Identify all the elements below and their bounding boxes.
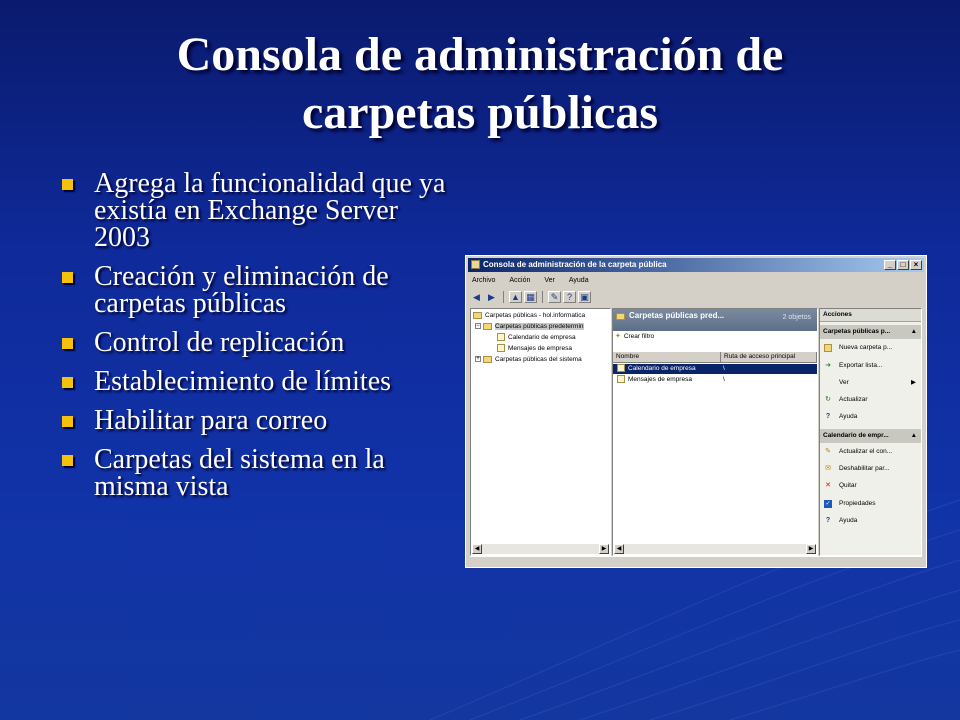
forward-arrow-icon[interactable]: ▶	[488, 292, 495, 302]
bullet-item: Establecimiento de límites	[60, 368, 460, 395]
menu-ayuda[interactable]: Ayuda	[568, 277, 589, 284]
window-title-bar	[468, 258, 924, 272]
window-controls	[884, 260, 922, 270]
properties-check-icon: ✓	[825, 501, 831, 507]
folder-icon	[483, 356, 492, 363]
list-horizontal-scrollbar[interactable]	[614, 544, 816, 554]
bullet-item: Agrega la funcionalidad que ya existía en Exchange Server 2003	[60, 170, 460, 251]
list-item[interactable]: Calendario de empresa \	[613, 364, 817, 374]
properties-icon[interactable]: ✎	[548, 291, 561, 303]
action-group-public-folders[interactable]: Carpetas públicas p... ▲	[820, 325, 921, 339]
new-folder-icon	[824, 344, 832, 352]
actions-header: Acciones	[820, 309, 921, 322]
action-help-2[interactable]: ? Ayuda	[825, 517, 858, 524]
result-pane-header	[613, 309, 817, 331]
bullet-square-icon	[62, 179, 73, 190]
bullet-item: Creación y eliminación de carpetas públicas	[60, 263, 460, 317]
bullet-item: Habilitar para correo	[60, 407, 460, 434]
action-view[interactable]: Ver ▶	[820, 377, 921, 389]
show-tree-icon[interactable]: ▦	[524, 291, 537, 303]
help-icon[interactable]: ?	[563, 291, 576, 303]
status-bar	[470, 556, 922, 565]
bullet-square-icon	[62, 416, 73, 427]
bullet-item: Carpetas del sistema en la misma vista	[60, 446, 460, 500]
action-new-public-folder[interactable]: Nueva carpeta p...	[820, 342, 921, 354]
tree-horizontal-scrollbar[interactable]	[472, 544, 609, 554]
show-action-pane-icon[interactable]: ▣	[578, 291, 591, 303]
folder-icon	[616, 313, 625, 320]
menu-ver[interactable]: Ver	[544, 277, 555, 284]
column-headers	[613, 352, 817, 363]
console-screenshot	[465, 255, 927, 568]
window-title: Consola de administración de la carpeta pública	[483, 260, 667, 269]
create-filter-button[interactable]: ✦ Crear filtro	[615, 333, 655, 340]
menu-accion[interactable]: Acción	[509, 277, 531, 284]
collapse-icon[interactable]: −	[476, 323, 480, 330]
toolbar	[470, 290, 591, 304]
action-group-calendario[interactable]: Calendario de empr... ▲	[820, 429, 921, 443]
bullet-square-icon	[62, 377, 73, 388]
folder-icon	[483, 323, 492, 330]
result-pane	[612, 308, 818, 556]
action-disable-mail[interactable]: ✉ Deshabilitar par...	[825, 465, 890, 472]
action-properties[interactable]: ✓ Propiedades	[825, 500, 876, 507]
help-icon: ?	[825, 413, 831, 420]
scroll-left-icon[interactable]: ◀	[472, 544, 482, 554]
bullet-square-icon	[62, 338, 73, 349]
tree-item-mensajes[interactable]: Mensajes de empresa	[497, 344, 572, 354]
menu-archivo[interactable]: Archivo	[472, 277, 496, 284]
public-folder-icon	[497, 344, 505, 352]
list-item[interactable]: Mensajes de empresa \	[613, 375, 817, 385]
actions-pane	[819, 308, 922, 556]
column-header-ruta[interactable]: Ruta de acceso principal	[721, 352, 817, 362]
collapse-up-icon[interactable]: ▲	[910, 328, 917, 335]
slide-title	[60, 26, 900, 142]
bullet-list	[60, 170, 460, 512]
public-folder-icon	[497, 333, 505, 341]
object-count: 2 objetos	[782, 314, 811, 321]
close-button[interactable]: ×	[910, 260, 922, 270]
action-help[interactable]: ? Ayuda	[825, 413, 858, 420]
maximize-button[interactable]: □	[897, 260, 909, 270]
submenu-arrow-icon: ▶	[911, 379, 916, 386]
refresh-icon: ↻	[825, 396, 831, 403]
export-list-icon: ➜	[825, 362, 831, 369]
action-remove[interactable]: ✕ Quitar	[825, 482, 857, 489]
filter-icon: ✦	[615, 333, 621, 340]
tree-item-default-folders[interactable]: − Carpetas públicas predetermin	[476, 323, 584, 330]
disable-mail-icon: ✉	[825, 465, 831, 472]
public-folder-icon	[617, 364, 625, 372]
folder-icon	[473, 312, 482, 319]
help-icon: ?	[825, 517, 831, 524]
public-folder-icon	[617, 375, 625, 383]
slide-title-line-2: carpetas públicas	[301, 86, 658, 139]
collapse-up-icon[interactable]: ▲	[910, 432, 917, 439]
scroll-right-icon[interactable]: ▶	[599, 544, 609, 554]
scroll-right-icon[interactable]: ▶	[806, 544, 816, 554]
console-tree-pane	[470, 308, 611, 556]
expand-icon[interactable]: +	[476, 356, 480, 363]
back-arrow-icon[interactable]: ◀	[473, 292, 480, 302]
up-folder-icon[interactable]: ▲	[509, 291, 522, 303]
tree-item-calendario[interactable]: Calendario de empresa	[497, 333, 576, 343]
action-update-content[interactable]: ✎ Actualizar el con...	[825, 448, 893, 455]
action-export-list[interactable]: ➜ Exportar lista...	[825, 362, 883, 369]
bullet-item: Control de replicación	[60, 329, 460, 356]
tree-item-system-folders[interactable]: + Carpetas públicas del sistema	[476, 356, 582, 363]
update-content-icon: ✎	[825, 448, 831, 455]
toolbar-separator	[503, 291, 504, 303]
action-refresh[interactable]: ↻ Actualizar	[825, 396, 868, 403]
bullet-square-icon	[62, 455, 73, 466]
minimize-button[interactable]: _	[884, 260, 896, 270]
result-pane-title: Carpetas públicas pred...	[629, 311, 725, 320]
remove-x-icon: ✕	[825, 482, 831, 489]
slide-title-line-1: Consola de administración de	[176, 28, 784, 81]
mmc-app-icon	[471, 260, 480, 269]
tree-item-root[interactable]: Carpetas públicas - hol.informatica	[473, 311, 585, 321]
menu-bar	[470, 275, 591, 287]
toolbar-separator	[542, 291, 543, 303]
bullet-square-icon	[62, 272, 73, 283]
scroll-left-icon[interactable]: ◀	[614, 544, 624, 554]
column-header-nombre[interactable]: Nombre	[613, 352, 721, 362]
